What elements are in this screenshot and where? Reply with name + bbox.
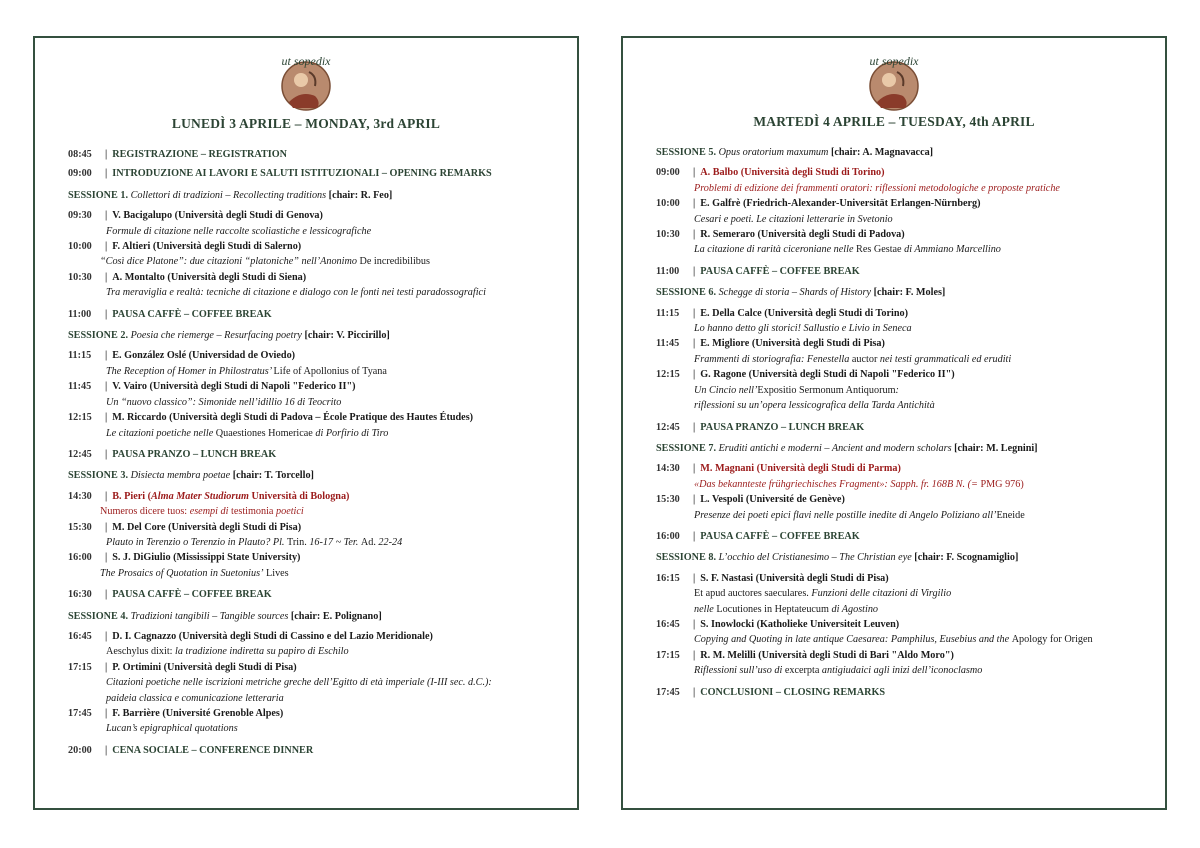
talk-title: Et apud auctores saeculares. Funzioni delle citazioni di Virgilio bbox=[694, 588, 952, 600]
day-title-tuesday: MARTEDÌ 4 APRILE – TUESDAY, 4th APRIL bbox=[753, 114, 1035, 129]
talk-title: The Prosaics of Quotation in Suetonius’ Lives bbox=[100, 567, 289, 579]
schedule-item-registration: 08:45 | REGISTRAZIONE – REGISTRATION bbox=[68, 149, 287, 160]
schedule-item-coffee-break: 16:30 | PAUSA CAFFÈ – COFFEE BREAK bbox=[68, 589, 272, 601]
talk-speaker: 09:00 | A. Balbo (Università degli Studi di Torino) bbox=[656, 167, 885, 179]
talk-speaker: 10:30 | R. Semeraro (Università degli Studi di Padova) bbox=[656, 229, 905, 241]
monday-schedule bbox=[68, 147, 571, 758]
logo-wordmark: ut sopedix bbox=[869, 54, 919, 68]
schedule-item-coffee-break: 11:00 | PAUSA CAFFÈ – COFFEE BREAK bbox=[656, 265, 860, 277]
day-title-monday: LUNEDÌ 3 APRILE – MONDAY, 3rd APRIL bbox=[171, 116, 441, 131]
talk-speaker: 17:15 | R. M. Melilli (Università degli Studi di Bari "Aldo Moro") bbox=[656, 649, 954, 661]
tuesday-schedule bbox=[656, 145, 1159, 700]
talk-title: Tra meraviglia e realtà: tecniche di citazione e dialogo con le fonti nei testi paradossografici bbox=[106, 287, 486, 299]
talk-speaker: 10:30 | A. Montalto (Università degli Studi di Siena) bbox=[68, 271, 307, 283]
schedule-item-lunch-break: 12:45 | PAUSA PRANZO – LUNCH BREAK bbox=[656, 421, 865, 433]
talk-title: Aeschylus dixit: la tradizione indiretta su papiro di Eschilo bbox=[106, 646, 349, 658]
talk-speaker: 10:00 | E. Galfrè (Friedrich-Alexander-Universität Erlangen-Nürnberg) bbox=[656, 198, 981, 210]
talk-speaker: 11:45 | E. Migliore (Università degli Studi di Pisa) bbox=[656, 338, 885, 350]
session-heading: SESSIONE 3. Disiecta membra poetae [chair: T. Torcello] bbox=[68, 470, 314, 482]
talk-speaker: 12:15 | M. Riccardo (Università degli Studi di Padova – École Pratique des Hautes Études) bbox=[68, 412, 474, 424]
session-heading: SESSIONE 1. Collettori di tradizioni – Recollecting traditions [chair: R. Feo] bbox=[68, 189, 393, 201]
talk-speaker: 17:15 | P. Ortimini (Università degli Studi di Pisa) bbox=[68, 661, 297, 673]
talk-title: Cesari e poeti. Le citazioni letterarie in Svetonio bbox=[694, 213, 893, 225]
programme-page-monday bbox=[33, 36, 579, 810]
talk-speaker: 16:45 | S. Inowlocki (Katholieke Universiteit Leuven) bbox=[656, 618, 900, 630]
schedule-item-coffee-break: 11:00 | PAUSA CAFFÈ – COFFEE BREAK bbox=[68, 308, 272, 320]
talk-title: Citazioni poetiche nelle iscrizioni metriche greche dell’Egitto di età imperiale (I-III sec. d.C.): bbox=[106, 677, 492, 689]
talk-title: Lucan’s epigraphical quotations bbox=[106, 723, 238, 735]
talk-title: The Reception of Homer in Philostratus’ Life of Apollonius of Tyana bbox=[106, 365, 387, 377]
talk-speaker: 11:15 | E. Della Calce (Università degli Studi di Torino) bbox=[656, 307, 908, 319]
talk-title: Lo hanno detto gli storici! Sallustio e Livio in Seneca bbox=[694, 323, 912, 335]
talk-speaker: 16:15 | S. F. Nastasi (Università degli Studi di Pisa) bbox=[656, 572, 889, 584]
talk-title: Le citazioni poetiche nelle Quaestiones Homericae di Porfirio di Tiro bbox=[106, 427, 389, 439]
talk-title: Formule di citazione nelle raccolte scoliastiche e lessicografiche bbox=[106, 225, 372, 237]
conference-logo bbox=[839, 52, 949, 114]
talk-speaker: 12:15 | G. Ragone (Università degli Studi di Napoli "Federico II") bbox=[656, 369, 955, 381]
talk-title: Plauto in Terenzio o Terenzio in Plauto? Pl. Trin. 16-17 ~ Ter. Ad. 22-24 bbox=[106, 536, 403, 548]
talk-title: Un Cincio nell’Expositio Sermonum Antiquorum: bbox=[694, 384, 899, 396]
session-heading: SESSIONE 4. Tradizioni tangibili – Tangible sources [chair: E. Polignano] bbox=[68, 610, 382, 622]
talk-speaker: 10:00 | F. Altieri (Università degli Studi di Salerno) bbox=[68, 241, 302, 253]
conference-logo bbox=[251, 52, 361, 114]
schedule-item-coffee-break: 16:00 | PAUSA CAFFÈ – COFFEE BREAK bbox=[656, 530, 860, 542]
talk-title: Presenze dei poeti epici flavi nelle postille inedite di Angelo Poliziano all’Eneide bbox=[694, 509, 1025, 521]
talk-title: Un “nuovo classico”: Simonide nell’idillio 16 di Teocrito bbox=[106, 396, 342, 408]
talk-title: Riflessioni sull’uso di excerpta antigiudaici agli inizi dell’iconoclasmo bbox=[694, 665, 983, 677]
session-heading: SESSIONE 8. L’occhio del Cristianesimo – The Christian eye [chair: F. Scognamiglio] bbox=[656, 552, 1019, 564]
talk-title: Problemi di edizione dei frammenti oratori: riflessioni metodologiche e proposte pratiche bbox=[694, 182, 1060, 194]
talk-title: Copying and Quoting in late antique Caesarea: Pamphilus, Eusebius and the Apology for Origen bbox=[694, 634, 1093, 646]
programme-page-tuesday bbox=[621, 36, 1167, 810]
talk-title-continued: nelle Locutiones in Heptateucum di Agostino bbox=[694, 603, 879, 615]
schedule-item-lunch-break: 12:45 | PAUSA PRANZO – LUNCH BREAK bbox=[68, 448, 277, 460]
schedule-item-closing-remarks: 17:45 | CONCLUSIONI – CLOSING REMARKS bbox=[656, 686, 886, 698]
talk-speaker: 09:30 | V. Bacigalupo (Università degli Studi di Genova) bbox=[68, 210, 323, 222]
talk-speaker: 15:30 | L. Vespoli (Université de Genève) bbox=[656, 494, 845, 506]
session-heading: SESSIONE 2. Poesia che riemerge – Resurfacing poetry [chair: V. Piccirillo] bbox=[68, 330, 390, 342]
talk-title: La citazione di rarità ciceroniane nelle Res Gestae di Ammiano Marcellino bbox=[694, 244, 1001, 256]
talk-title-continued: paideia classica e comunicazione letteraria bbox=[106, 692, 284, 704]
session-heading: SESSIONE 5. Opus oratorium maxumum [chair: A. Magnavacca] bbox=[656, 147, 934, 158]
schedule-item-opening: 09:00 | INTRODUZIONE AI LAVORI E SALUTI ISTITUZIONALI – OPENING REMARKS bbox=[68, 168, 492, 180]
talk-title: “Così dice Platone”: due citazioni “platoniche” nell’Anonimo De incredibilibus bbox=[100, 256, 430, 268]
talk-speaker: 11:15 | E. González Oslé (Universidad de Oviedo) bbox=[68, 350, 296, 362]
talk-title: Numeros dicere tuos: esempi di testimonia poetici bbox=[100, 506, 304, 518]
talk-title-continued: riflessioni su un’opera lessicografica della Tarda Antichità bbox=[694, 400, 935, 412]
talk-speaker: 14:30 | M. Magnani (Università degli Studi di Parma) bbox=[656, 463, 901, 475]
talk-speaker: 15:30 | M. Del Core (Università degli Studi di Pisa) bbox=[68, 521, 302, 533]
talk-speaker: 14:30 | B. Pieri (Alma Mater Studiorum Università di Bologna) bbox=[68, 490, 350, 502]
talk-title: Frammenti di storiografia: Fenestella auctor nei testi grammaticali ed eruditi bbox=[694, 353, 1012, 365]
logo-wordmark: ut sopedix bbox=[281, 54, 331, 68]
talk-speaker: 11:45 | V. Vairo (Università degli Studi di Napoli "Federico II") bbox=[68, 381, 356, 393]
talk-speaker: 16:45 | D. I. Cagnazzo (Università degli Studi di Cassino e del Lazio Meridionale) bbox=[68, 630, 433, 642]
talk-title: «Das bekannteste frühgriechisches Fragment»: Sapph. fr. 168B N. (= PMG 976) bbox=[694, 478, 1024, 490]
talk-speaker: 17:45 | F. Barrière (Université Grenoble Alpes) bbox=[68, 708, 284, 719]
session-heading: SESSIONE 6. Schegge di storia – Shards of History [chair: F. Moles] bbox=[656, 287, 946, 299]
talk-speaker: 16:00 | S. J. DiGiulio (Mississippi State University) bbox=[68, 552, 301, 564]
session-heading: SESSIONE 7. Eruditi antichi e moderni – Ancient and modern scholars [chair: M. Legnini] bbox=[656, 442, 1038, 454]
schedule-item-conference-dinner: 20:00 | CENA SOCIALE – CONFERENCE DINNER bbox=[68, 744, 314, 756]
